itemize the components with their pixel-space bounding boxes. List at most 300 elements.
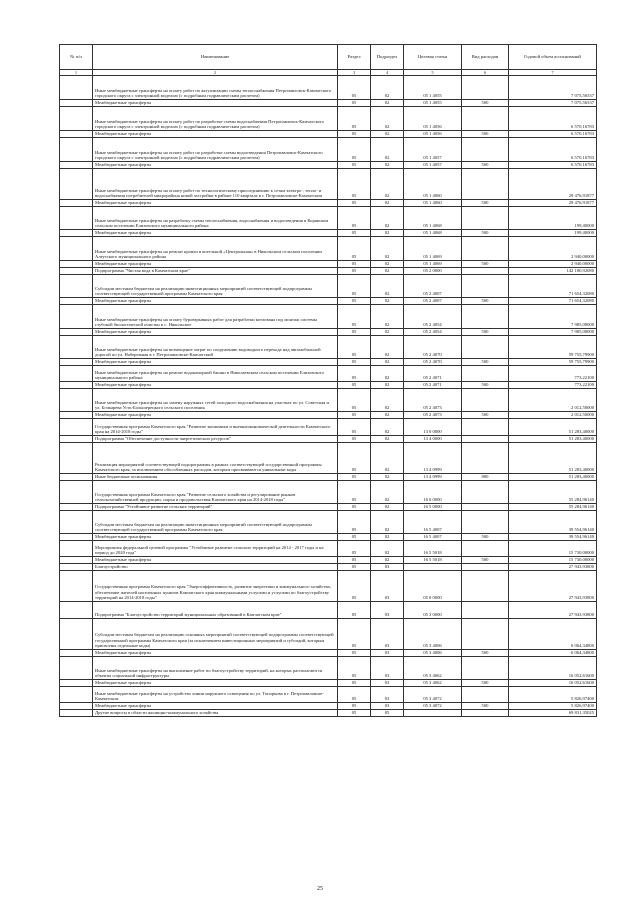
row-section-cell: 05 [338, 131, 371, 138]
row-number-cell [60, 305, 93, 329]
row-name-cell: Иные межбюджетные трансферты на оплату работ по технологическому присоединению к сетям электро-, тепло- и водоснабжения потребителей микрорайона новой застройки в районе 110 квартала в г. Петропавловске-Камчатском [93, 169, 338, 200]
table-body [60, 76, 597, 717]
table-row [60, 657, 597, 680]
row-expense-type-cell: 500 [462, 382, 509, 389]
row-subsection-cell: 02 [371, 268, 404, 275]
row-target-article-cell: 05 3 4062 [404, 680, 462, 687]
row-expense-type-cell [462, 436, 509, 443]
row-name-cell: Межбюджетные трансферты [93, 298, 338, 305]
row-subsection-cell: 02 [371, 237, 404, 261]
row-section-cell: 05 [338, 680, 371, 687]
row-section-cell: 05 [338, 657, 371, 680]
table-row [60, 687, 597, 703]
row-name-cell: Государственная программа Камчатского края "Развитие сельского хозяйства и регулирование рынков сельскохозяйственной продукции, сырья и продовольствия Камчатского края на 2014-2018 годы" [93, 481, 338, 504]
row-name-cell: Реализация мероприятий соответствующей подпрограммы в рамках соответствующей государственной программы Камчатского края, за исключением обособленных расходов, которым присваиваются уникальные коды [93, 443, 338, 474]
row-amount-cell: 199,40000 [509, 207, 597, 230]
row-subsection-cell: 02 [371, 412, 404, 419]
row-target-article-cell: 16 0 0000 [404, 481, 462, 504]
row-subsection-cell: 02 [371, 534, 404, 541]
row-subsection-cell: 02 [371, 541, 404, 557]
row-target-article-cell: 05 1 4068 [404, 230, 462, 237]
row-section-cell: 05 [338, 602, 371, 619]
row-target-article-cell: 16 5 4007 [404, 534, 462, 541]
header-annual-amount: Годовой объем ассигнований [509, 45, 597, 70]
header-name: Наименование [93, 45, 338, 70]
table-row [60, 76, 597, 100]
table-row [60, 329, 597, 336]
row-target-article-cell: 05 2 4073 [404, 412, 462, 419]
table-row [60, 474, 597, 481]
row-name-cell: Государственная программа Камчатского края "Энергоэффективность, развитие энергетики и коммунального хозяйства, обеспечение жителей населенных пунктов Камчатского края коммунальными услугами и услугами по благоустройству территорий на 2014-2018 годы" [93, 571, 338, 602]
row-amount-cell: 7 985,08000 [509, 305, 597, 329]
row-name-cell: Иные межбюджетные трансферты на возмещение затрат по сооружению водоводного перехода над автомобильной дорогой по ул. Набережная в г. Петропавловске-Камчатский [93, 336, 338, 359]
row-number-cell [60, 474, 93, 481]
row-subsection-cell: 05 [371, 710, 404, 717]
row-name-cell: Благоустройство [93, 564, 338, 571]
row-section-cell: 05 [338, 389, 371, 412]
row-name-cell: Межбюджетные трансферты [93, 131, 338, 138]
table-row [60, 138, 597, 162]
row-subsection-cell: 02 [371, 359, 404, 366]
row-section-cell: 05 [338, 419, 371, 436]
column-index: 3 [338, 70, 371, 76]
row-expense-type-cell: 500 [462, 412, 509, 419]
row-name-cell: Межбюджетные трансферты [93, 412, 338, 419]
row-expense-type-cell: 500 [462, 650, 509, 657]
row-target-article-cell: 05 3 4006 [404, 619, 462, 650]
row-number-cell [60, 237, 93, 261]
row-expense-type-cell [462, 619, 509, 650]
row-amount-cell: 51 283,40000 [509, 474, 597, 481]
row-name-cell: Иные межбюджетные трансферты на выполнение работ по благоустройству территорий, на которых располагаются объекты социальной инфраструктуры [93, 657, 338, 680]
row-number-cell [60, 504, 93, 511]
row-expense-type-cell [462, 138, 509, 162]
table-row [60, 261, 597, 268]
row-name-cell: Подпрограмма "Чистая вода в Камчатском крае" [93, 268, 338, 275]
table-row [60, 275, 597, 298]
row-amount-cell: 7 075,56537 [509, 76, 597, 100]
row-name-cell: Межбюджетные трансферты [93, 359, 338, 366]
row-section-cell: 05 [338, 436, 371, 443]
row-subsection-cell: 03 [371, 703, 404, 710]
row-subsection-cell: 02 [371, 107, 404, 131]
row-expense-type-cell: 500 [462, 359, 509, 366]
row-name-cell: Мероприятия федеральной целевой программы "Устойчивое развитие сельских территорий на 2014 - 2017 годы и на период до 2020 года" [93, 541, 338, 557]
table-row [60, 237, 597, 261]
row-name-cell: Межбюджетные трансферты [93, 703, 338, 710]
row-number-cell [60, 443, 93, 474]
row-amount-cell: 51 283,40000 [509, 419, 597, 436]
row-number-cell [60, 564, 93, 571]
row-subsection-cell: 02 [371, 443, 404, 474]
row-section-cell: 05 [338, 541, 371, 557]
row-number-cell [60, 298, 93, 305]
row-section-cell: 05 [338, 268, 371, 275]
row-subsection-cell: 02 [371, 207, 404, 230]
row-subsection-cell: 02 [371, 100, 404, 107]
row-expense-type-cell [462, 481, 509, 504]
row-number-cell [60, 107, 93, 131]
row-section-cell: 05 [338, 412, 371, 419]
row-section-cell: 05 [338, 275, 371, 298]
row-number-cell [60, 100, 93, 107]
row-subsection-cell: 02 [371, 329, 404, 336]
row-target-article-cell: 05 1 4060 [404, 200, 462, 207]
row-section-cell: 05 [338, 329, 371, 336]
row-amount-cell: 27 943,93800 [509, 564, 597, 571]
row-number-cell [60, 207, 93, 230]
row-amount-cell: 7 985,08000 [509, 329, 597, 336]
row-number-cell [60, 230, 93, 237]
header-section: Раздел [338, 45, 371, 70]
row-amount-cell: 55 284,96140 [509, 481, 597, 504]
table-row [60, 107, 597, 131]
row-target-article-cell: 05 1 4068 [404, 207, 462, 230]
row-number-cell [60, 657, 93, 680]
row-target-article-cell: 16 5 5018 [404, 541, 462, 557]
table-row [60, 100, 597, 107]
row-amount-cell: 5 826,97400 [509, 687, 597, 703]
row-name-cell: Межбюджетные трансферты [93, 329, 338, 336]
table-row [60, 268, 597, 275]
row-section-cell: 05 [338, 230, 371, 237]
row-amount-cell: 29 476,91877 [509, 169, 597, 200]
row-section-cell: 05 [338, 534, 371, 541]
row-section-cell: 05 [338, 564, 371, 571]
row-number-cell [60, 534, 93, 541]
row-subsection-cell: 02 [371, 382, 404, 389]
row-section-cell: 05 [338, 305, 371, 329]
table-row [60, 710, 597, 717]
row-section-cell: 05 [338, 162, 371, 169]
table-row [60, 511, 597, 534]
row-section-cell: 05 [338, 366, 371, 382]
row-expense-type-cell [462, 419, 509, 436]
table-row [60, 504, 597, 511]
row-target-article-cell: 05 3 4072 [404, 703, 462, 710]
column-index: 4 [371, 70, 404, 76]
row-amount-cell: 2 012,50000 [509, 389, 597, 412]
table-row [60, 564, 597, 571]
row-target-article-cell: 05 1 4069 [404, 261, 462, 268]
row-expense-type-cell: 500 [462, 230, 509, 237]
row-subsection-cell: 02 [371, 76, 404, 100]
row-target-article-cell: 13 4 0999 [404, 474, 462, 481]
row-section-cell: 05 [338, 650, 371, 657]
row-amount-cell: 142 180,92080 [509, 268, 597, 275]
header-subsection: Подраздел [371, 45, 404, 70]
row-target-article-cell: 05 1 4057 [404, 162, 462, 169]
row-name-cell: Иные межбюджетные трансферты на оплату работ по разработке схемы водоснабжения Петропавловск-Камчатского городского округа с электронной моделью (с подробным гидравлическим расчетом) [93, 107, 338, 131]
row-name-cell: Межбюджетные трансферты [93, 200, 338, 207]
row-name-cell: Иные межбюджетные трансферты на замену наружных сетей холодного водоснабжения на участках по ул. Советская и ул. Бочкарева Усть-Большерецкого сельского поселения [93, 389, 338, 412]
row-number-cell [60, 557, 93, 564]
table-row [60, 366, 597, 382]
row-number-cell [60, 481, 93, 504]
row-amount-cell: 16 052,61600 [509, 680, 597, 687]
table-row [60, 305, 597, 329]
row-subsection-cell: 03 [371, 602, 404, 619]
row-number-cell [60, 329, 93, 336]
row-amount-cell: 2 940,00000 [509, 237, 597, 261]
row-expense-type-cell: 500 [462, 131, 509, 138]
row-amount-cell: 51 283,40000 [509, 436, 597, 443]
row-target-article-cell: 05 0 0000 [404, 571, 462, 602]
row-target-article-cell: 05 3 4006 [404, 650, 462, 657]
row-number-cell [60, 511, 93, 534]
row-subsection-cell: 02 [371, 200, 404, 207]
header-number: № п/п [60, 45, 93, 70]
row-name-cell: Межбюджетные трансферты [93, 680, 338, 687]
row-number-cell [60, 382, 93, 389]
row-expense-type-cell [462, 305, 509, 329]
row-number-cell [60, 138, 93, 162]
row-target-article-cell: 05 2 4071 [404, 382, 462, 389]
row-amount-cell: 29 476,91877 [509, 200, 597, 207]
row-subsection-cell: 02 [371, 230, 404, 237]
row-expense-type-cell: 500 [462, 200, 509, 207]
row-expense-type-cell [462, 710, 509, 717]
row-subsection-cell: 02 [371, 481, 404, 504]
row-section-cell: 05 [338, 298, 371, 305]
row-subsection-cell: 02 [371, 474, 404, 481]
table-row [60, 619, 597, 650]
row-expense-type-cell [462, 169, 509, 200]
row-target-article-cell: 05 2 4070 [404, 336, 462, 359]
row-target-article-cell: 05 1 4060 [404, 169, 462, 200]
row-section-cell: 05 [338, 200, 371, 207]
row-section-cell: 05 [338, 382, 371, 389]
row-number-cell [60, 389, 93, 412]
row-expense-type-cell [462, 564, 509, 571]
row-section-cell: 05 [338, 237, 371, 261]
row-amount-cell: 6 064,34800 [509, 619, 597, 650]
row-name-cell: Иные межбюджетные трансферты на оплату работ по разработке схемы водоотведения Петропавловск-Камчатского городского округа с электронной моделью (с подробным гидравлическим расчетом) [93, 138, 338, 162]
row-subsection-cell: 02 [371, 298, 404, 305]
row-amount-cell: 51 283,40000 [509, 443, 597, 474]
row-number-cell [60, 436, 93, 443]
table-row [60, 336, 597, 359]
row-name-cell: Субсидии местным бюджетам на реализацию основных мероприятий соответствующей подпрограммы соответствующей государственной программы Камчатского края (за исключением инвестиционных мероприятий и субсидий, которым присвоены отдельные коды) [93, 619, 338, 650]
table-row [60, 557, 597, 564]
row-target-article-cell: 05 3 4062 [404, 657, 462, 680]
table-row [60, 207, 597, 230]
row-number-cell [60, 261, 93, 268]
table-row [60, 230, 597, 237]
row-subsection-cell: 03 [371, 687, 404, 703]
row-target-article-cell: 05 3 0000 [404, 602, 462, 619]
column-index: 1 [60, 70, 93, 76]
row-target-article-cell: 05 2 4054 [404, 329, 462, 336]
row-amount-cell: 59 755,79900 [509, 336, 597, 359]
row-expense-type-cell [462, 336, 509, 359]
row-number-cell [60, 359, 93, 366]
row-subsection-cell: 02 [371, 162, 404, 169]
row-section-cell: 05 [338, 619, 371, 650]
row-target-article-cell: 16 5 4007 [404, 511, 462, 534]
row-subsection-cell: 02 [371, 305, 404, 329]
row-number-cell [60, 571, 93, 602]
row-amount-cell: 6 570,16783 [509, 162, 597, 169]
row-number-cell [60, 541, 93, 557]
row-name-cell: Межбюджетные трансферты [93, 382, 338, 389]
table-row [60, 436, 597, 443]
row-subsection-cell: 02 [371, 138, 404, 162]
row-name-cell: Подпрограмма "Обеспечение доступности энергетических ресурсов" [93, 436, 338, 443]
row-subsection-cell: 02 [371, 557, 404, 564]
row-expense-type-cell: 500 [462, 703, 509, 710]
row-number-cell [60, 619, 93, 650]
row-name-cell: Иные межбюджетные трансферты на разработку схемы теплоснабжения, водоснабжения и водоотведения в Корякском сельском поселении Елизовского муниципального района [93, 207, 338, 230]
row-subsection-cell: 03 [371, 571, 404, 602]
row-name-cell: Субсидии местным бюджетам на реализацию инвестиционных мероприятий соответствующей подпрограммы соответствующей государственной программы Камчатского края [93, 511, 338, 534]
row-section-cell: 05 [338, 107, 371, 131]
row-target-article-cell: 13 4 0999 [404, 443, 462, 474]
row-target-article-cell [404, 710, 462, 717]
row-subsection-cell: 02 [371, 336, 404, 359]
row-amount-cell: 39 554,96140 [509, 534, 597, 541]
row-name-cell: Межбюджетные трансферты [93, 230, 338, 237]
row-number-cell [60, 200, 93, 207]
table-row [60, 298, 597, 305]
row-name-cell: Подпрограмма "Устойчивое развитие сельских территорий" [93, 504, 338, 511]
row-expense-type-cell: 500 [462, 557, 509, 564]
row-number-cell [60, 419, 93, 436]
row-subsection-cell: 03 [371, 680, 404, 687]
row-amount-cell: 15 730,00000 [509, 557, 597, 564]
row-amount-cell: 6 064,34800 [509, 650, 597, 657]
row-number-cell [60, 687, 93, 703]
row-expense-type-cell: 500 [462, 261, 509, 268]
row-section-cell: 05 [338, 687, 371, 703]
row-expense-type-cell: 500 [462, 329, 509, 336]
row-expense-type-cell [462, 504, 509, 511]
row-amount-cell: 39 554,96140 [509, 511, 597, 534]
row-number-cell [60, 169, 93, 200]
table-row [60, 131, 597, 138]
column-index: 7 [509, 70, 597, 76]
row-section-cell: 05 [338, 207, 371, 230]
row-expense-type-cell: 800 [462, 474, 509, 481]
row-subsection-cell: 02 [371, 275, 404, 298]
row-subsection-cell: 02 [371, 261, 404, 268]
row-section-cell: 05 [338, 100, 371, 107]
row-amount-cell: 69 831,35025 [509, 710, 597, 717]
row-target-article-cell: 13 0 0000 [404, 419, 462, 436]
row-expense-type-cell [462, 237, 509, 261]
table-row [60, 602, 597, 619]
row-section-cell: 05 [338, 443, 371, 474]
row-number-cell [60, 703, 93, 710]
row-number-cell [60, 268, 93, 275]
row-name-cell: Другие вопросы в области жилищно-коммунального хозяйства [93, 710, 338, 717]
row-subsection-cell: 02 [371, 169, 404, 200]
table-row [60, 382, 597, 389]
row-expense-type-cell: 500 [462, 534, 509, 541]
row-number-cell [60, 650, 93, 657]
row-number-cell [60, 275, 93, 298]
row-section-cell: 05 [338, 710, 371, 717]
row-expense-type-cell: 500 [462, 298, 509, 305]
row-section-cell: 05 [338, 481, 371, 504]
row-amount-cell: 27 943,93800 [509, 602, 597, 619]
row-section-cell: 05 [338, 557, 371, 564]
row-name-cell: Государственная программа Камчатского края "Развитие экономики и внешнеэкономической деятельности Камчатского края на 2014-2018 годы" [93, 419, 338, 436]
row-expense-type-cell [462, 207, 509, 230]
row-amount-cell: 7 075,56537 [509, 100, 597, 107]
row-expense-type-cell [462, 76, 509, 100]
row-subsection-cell: 02 [371, 436, 404, 443]
row-expense-type-cell [462, 366, 509, 382]
row-number-cell [60, 680, 93, 687]
row-target-article-cell: 05 2 4070 [404, 359, 462, 366]
table-row [60, 703, 597, 710]
table-row [60, 680, 597, 687]
table-row [60, 200, 597, 207]
row-expense-type-cell [462, 389, 509, 412]
row-target-article-cell: 16 5 5018 [404, 557, 462, 564]
table-row [60, 169, 597, 200]
row-expense-type-cell [462, 687, 509, 703]
row-target-article-cell: 05 3 4072 [404, 687, 462, 703]
table-row [60, 534, 597, 541]
row-name-cell: Субсидии местным бюджетам на реализацию инвестиционных мероприятий соответствующей подпрограммы соответствующей государственной программы Камчатского края [93, 275, 338, 298]
row-number-cell [60, 366, 93, 382]
row-section-cell: 05 [338, 359, 371, 366]
row-number-cell [60, 710, 93, 717]
row-name-cell: Межбюджетные трансферты [93, 534, 338, 541]
row-amount-cell: 27 943,93800 [509, 571, 597, 602]
row-amount-cell: 2 012,50000 [509, 412, 597, 419]
row-name-cell: Иные межбюджетные трансферты на устройство линии наружного освещения по ул. Топоркова в г. Петропавловске-Камчатском [93, 687, 338, 703]
row-target-article-cell: 05 2 4073 [404, 389, 462, 412]
row-subsection-cell: 02 [371, 389, 404, 412]
table-row [60, 162, 597, 169]
row-target-article-cell: 05 1 4055 [404, 100, 462, 107]
row-subsection-cell: 02 [371, 131, 404, 138]
row-amount-cell: 773,22100 [509, 366, 597, 382]
row-number-cell [60, 76, 93, 100]
table-row [60, 412, 597, 419]
row-name-cell: Межбюджетные трансферты [93, 162, 338, 169]
row-name-cell: Иные межбюджетные трансферты на ремонт водонапорной башни в Николаевском сельском поселении Елизовского муниципального района [93, 366, 338, 382]
row-expense-type-cell: 500 [462, 680, 509, 687]
row-expense-type-cell [462, 571, 509, 602]
row-number-cell [60, 602, 93, 619]
table-row [60, 443, 597, 474]
table-row [60, 389, 597, 412]
row-target-article-cell: 05 2 4054 [404, 305, 462, 329]
row-section-cell: 05 [338, 336, 371, 359]
row-amount-cell: 55 284,96140 [509, 504, 597, 511]
row-section-cell: 05 [338, 474, 371, 481]
table-row [60, 419, 597, 436]
row-subsection-cell: 02 [371, 366, 404, 382]
row-amount-cell: 773,22100 [509, 382, 597, 389]
row-amount-cell: 6 570,16783 [509, 138, 597, 162]
table-row [60, 541, 597, 557]
row-expense-type-cell [462, 268, 509, 275]
row-subsection-cell: 02 [371, 511, 404, 534]
row-section-cell: 05 [338, 169, 371, 200]
row-expense-type-cell: 500 [462, 162, 509, 169]
row-target-article-cell: 05 2 0000 [404, 268, 462, 275]
row-expense-type-cell: 500 [462, 100, 509, 107]
row-section-cell: 05 [338, 504, 371, 511]
row-amount-cell: 2 940,00000 [509, 261, 597, 268]
row-expense-type-cell [462, 511, 509, 534]
row-number-cell [60, 162, 93, 169]
